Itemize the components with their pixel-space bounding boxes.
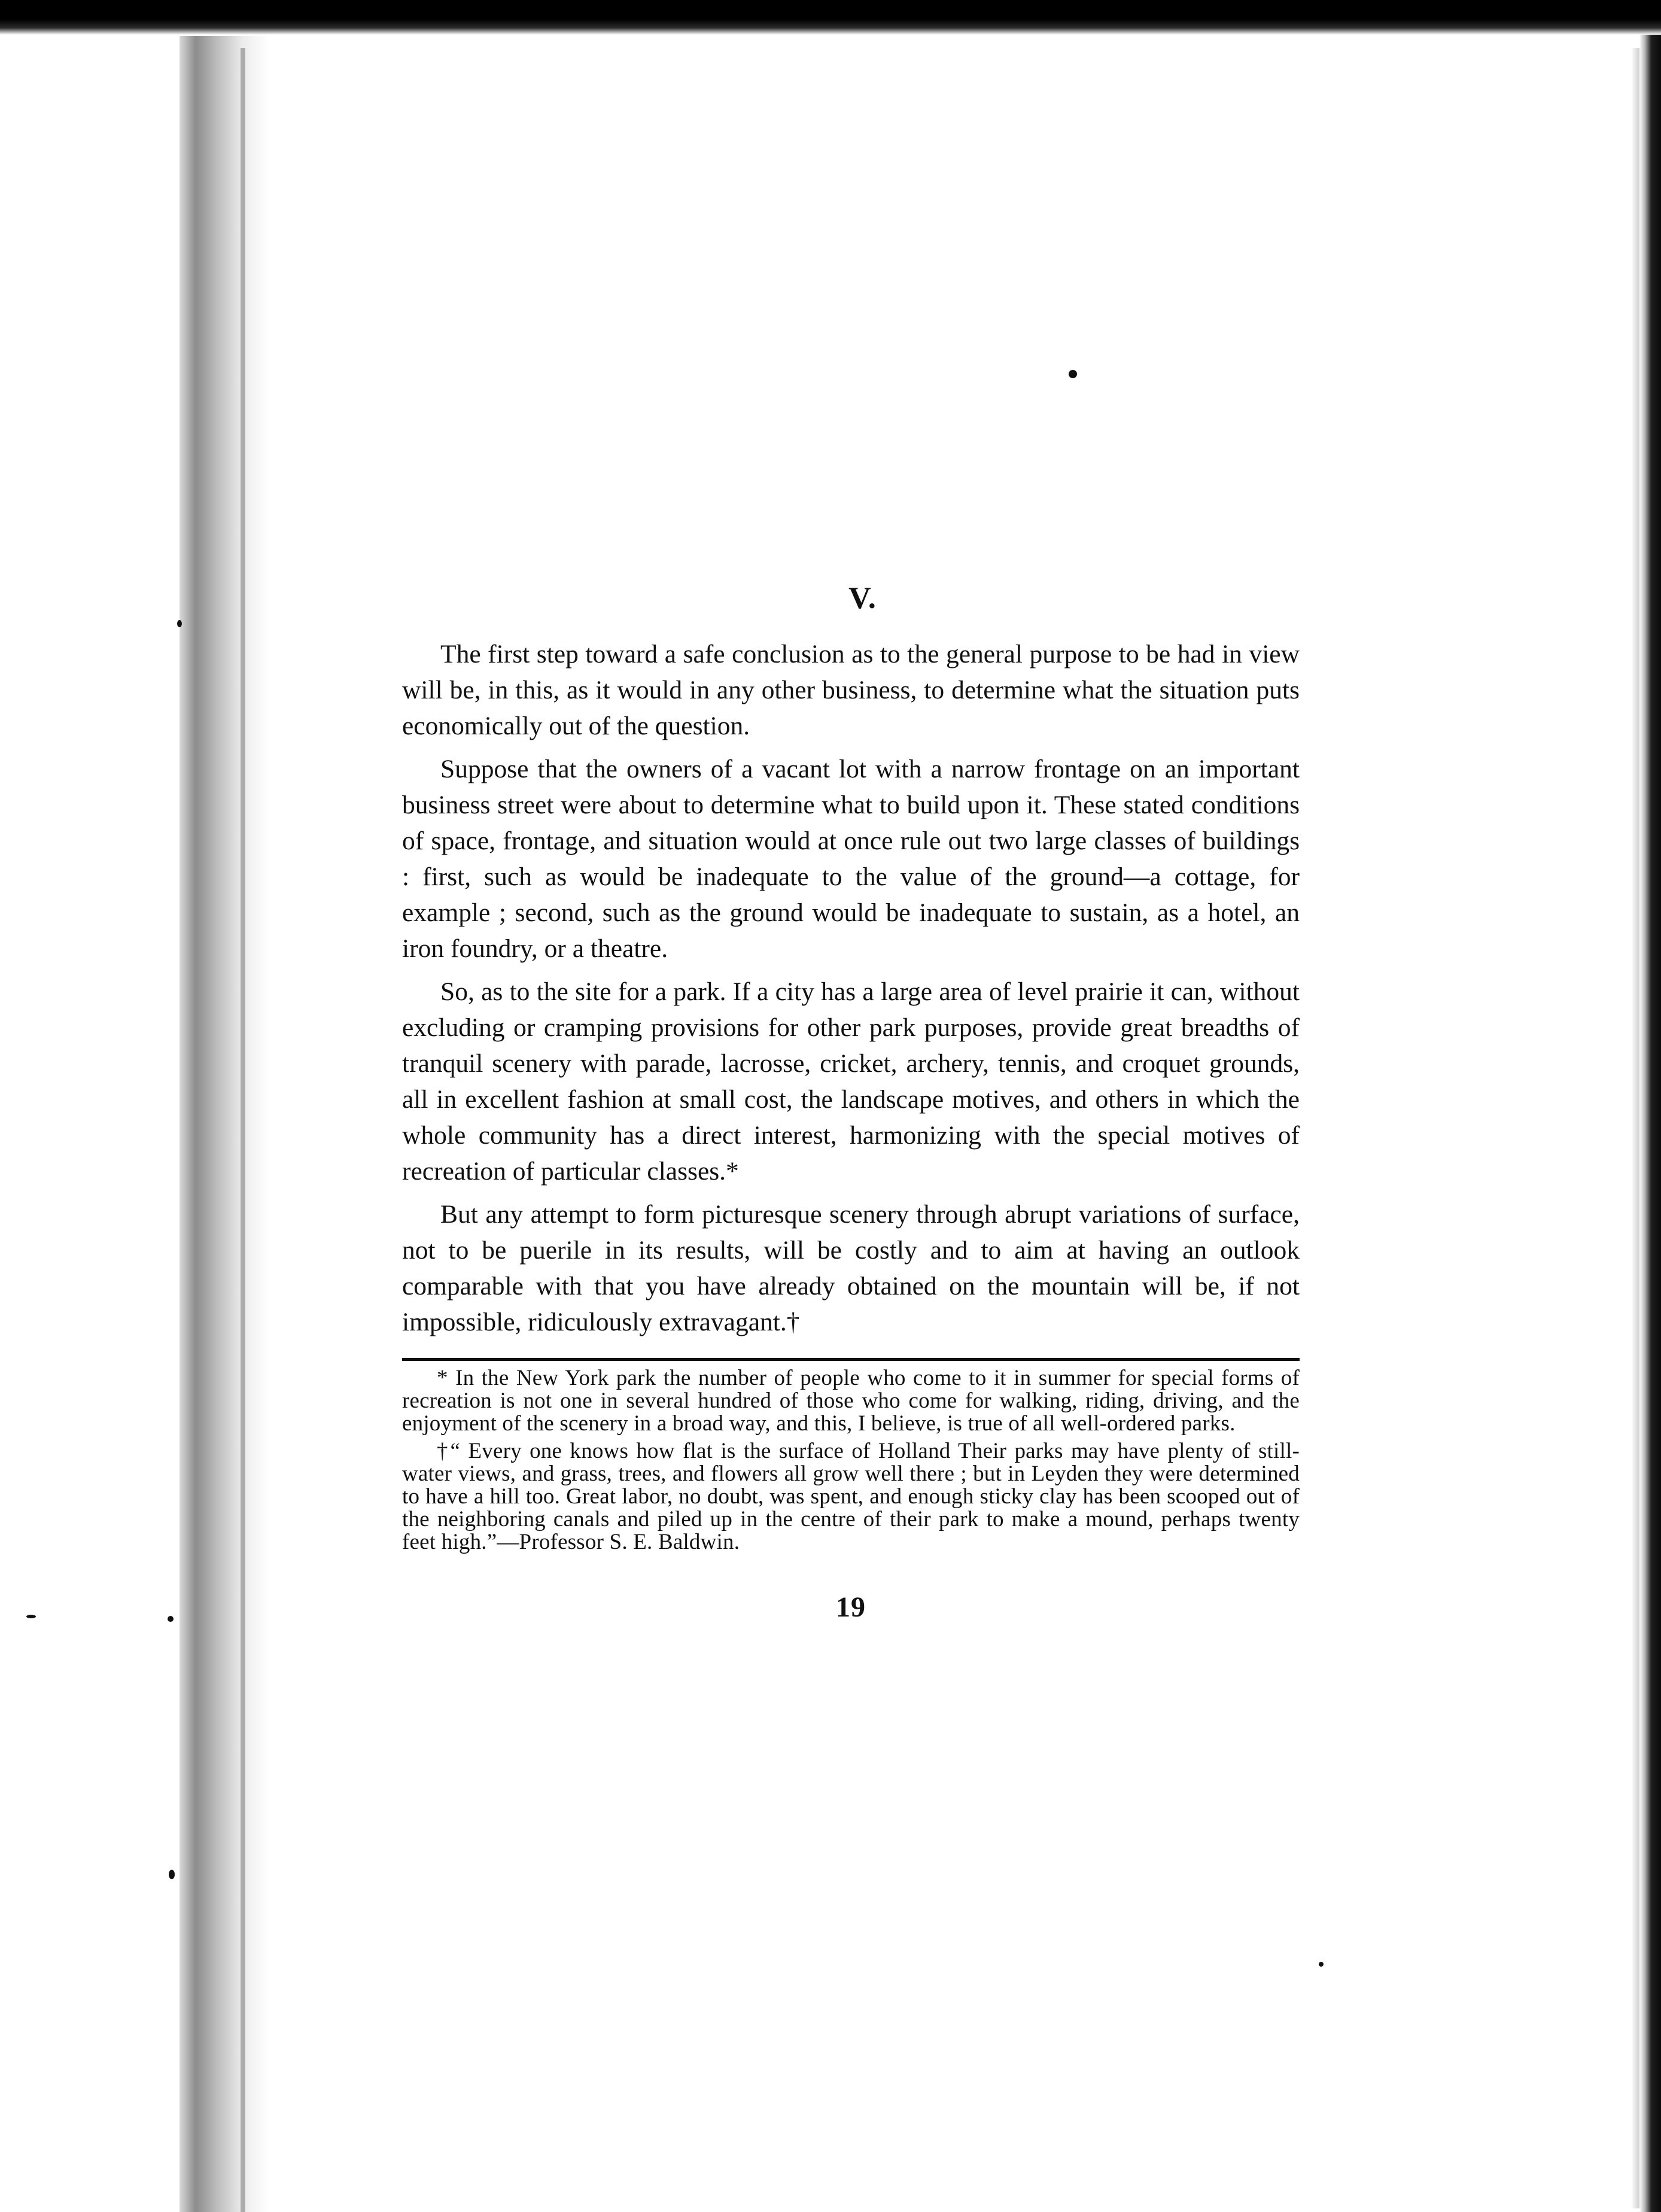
body-paragraph: Suppose that the owners of a vacant lot with a narrow frontage on an important business street were about to determine what to build upon it. These stated conditions of space, frontage, and situation would at once rule out two large classes of buildings : first, such as would be inadequate to the value of the ground—a cottage, for example ; second, such as the ground would be inadequate to sustain, as a hotel, an iron foundry, or a theatre.: [402, 755, 1300, 963]
ink-speck: [26, 1615, 36, 1618]
scan-top-edge: [0, 0, 1661, 35]
facing-page-margin: [0, 35, 180, 2212]
section-heading: V.: [848, 581, 877, 615]
footnote: * In the New York park the number of people who come to it in summer for special forms of recreation is not one in several hundred of those who come for walking, riding, driving, and the enjoyment of the scenery in a broad way, and this, I believe, is true of all well-ordered parks.: [402, 1366, 1300, 1436]
body-paragraph: The first step toward a safe conclusion as to the general purpose to be had in view will be, in this, as it would in any other business, to determine what the situation puts economically out of the question.: [402, 640, 1300, 740]
gutter-shadow-line: [241, 48, 245, 2212]
page-text-block: [402, 581, 1300, 1624]
ink-speck: [1069, 370, 1077, 378]
body-paragraph: So, as to the site for a park. If a city has a large area of level prairie it can, without excluding or cramping provisions for other park purposes, provide great breadths of tranquil scenery with parade, lacrosse, cricket, archery, tennis, and croquet grounds, all in excellent fashion at small cost, the landscape motives, and others in which the whole community has a direct interest, harmonizing with the special motives of recreation of particular classes.*: [402, 977, 1300, 1186]
ink-speck: [168, 1616, 174, 1622]
footnote-divider: [402, 1358, 1300, 1361]
page-number: 19: [836, 1591, 866, 1623]
ink-speck: [1319, 1962, 1324, 1967]
ink-speck: [169, 1870, 175, 1879]
page-edge-shadow: [1631, 48, 1639, 2208]
ink-speck: [177, 620, 182, 627]
book-gutter: [180, 36, 269, 2212]
body-paragraph: But any attempt to form picturesque scenery through abrupt variations of surface, not to be puerile in its results, will be costly and to aim at having an outlook comparable with that you have already obtained on the mountain will be, if not impossible, ridiculously extravagant.†: [402, 1200, 1300, 1336]
scan-right-edge: [1639, 35, 1661, 2212]
footnote: †“ Every one knows how flat is the surface of Holland Their parks may have plenty of still-water views, and grass, trees, and flowers all grow well there ; but in Leyden they were determined to have a hill too. Great labor, no doubt, was spent, and enough sticky clay has been scooped out of the neighboring canals and piled up in the centre of their park to make a mound, perhaps twenty feet high.”—Professor S. E. Baldwin.: [402, 1439, 1300, 1554]
